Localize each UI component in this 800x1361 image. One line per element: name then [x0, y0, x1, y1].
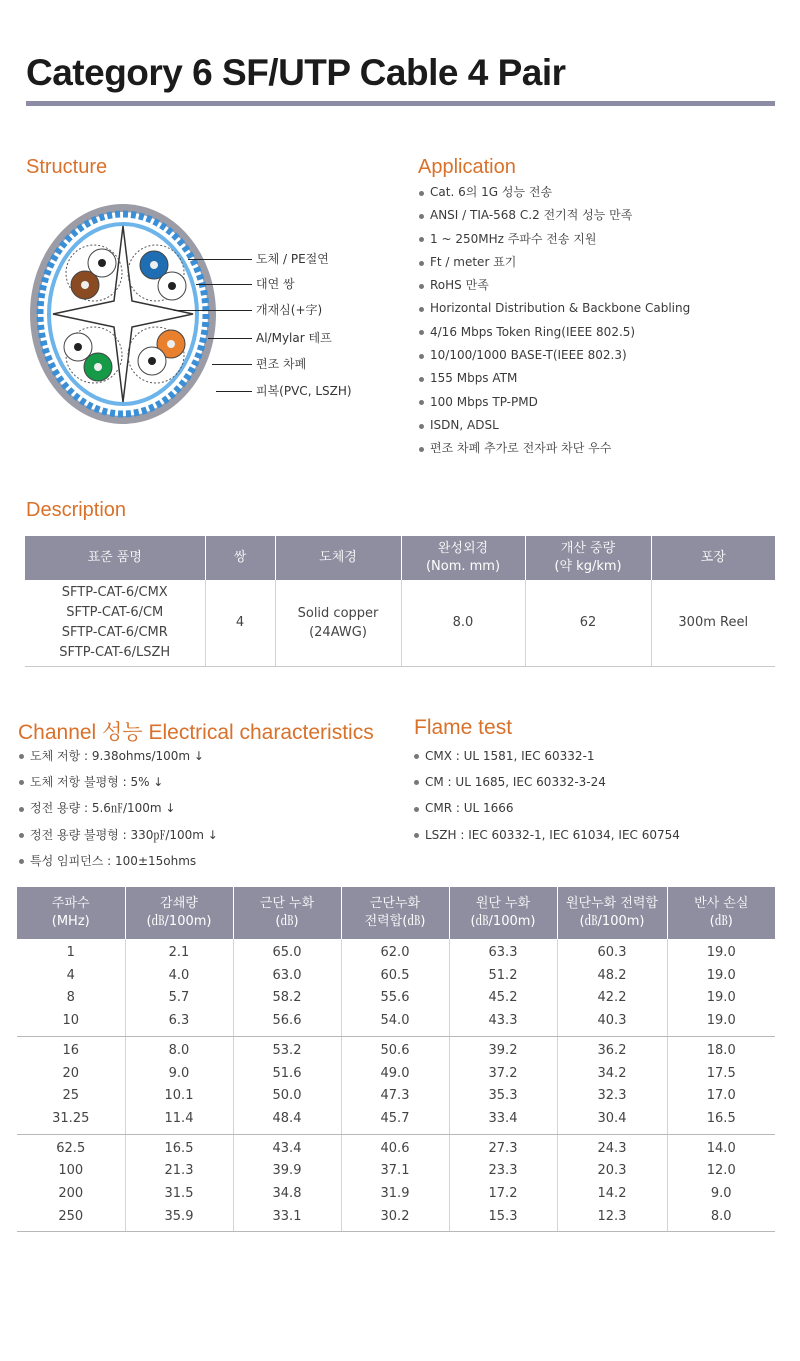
flame-item-text: CMR : UL 1666	[425, 801, 514, 816]
electrical-table	[17, 887, 775, 1232]
electrical-header-row	[17, 887, 775, 939]
application-item	[419, 391, 690, 414]
application-item	[419, 414, 690, 437]
application-item	[419, 297, 690, 320]
electrical-item	[19, 795, 218, 821]
application-item-text: ISDN, ADSL	[430, 417, 499, 432]
application-heading: Application	[418, 156, 516, 178]
bullet-icon	[414, 807, 419, 812]
table-cell: 16 20 25 31.25	[17, 1036, 125, 1134]
electrical-item-text: 정전 용량 불평형 : 330㎊/100m ↓	[30, 827, 218, 842]
application-item-text: RoHS 만족	[430, 278, 489, 293]
pair-tl-core-white	[98, 259, 106, 267]
cell-package: 300m Reel	[651, 580, 775, 666]
label-conductor: 도체 / PE절연	[256, 252, 329, 266]
flame-item	[414, 795, 680, 821]
table-cell: 24.3 20.3 14.2 12.3	[557, 1134, 667, 1232]
electrical-item-text: 도체 저항 : 9.38ohms/100m ↓	[30, 749, 204, 763]
electrical-item	[19, 822, 218, 848]
electrical-header-cell: 주파수 (MHz)	[17, 887, 125, 939]
pair-br-core-orange	[167, 340, 175, 348]
table-cell: 40.6 37.1 31.9 30.2	[341, 1134, 449, 1232]
electrical-item	[19, 769, 218, 795]
bullet-icon	[19, 754, 24, 759]
electrical-item-text: 정전 용량 : 5.6㎋/100m ↓	[30, 801, 176, 816]
description-row	[25, 580, 775, 666]
flame-item-text: CMX : UL 1581, IEC 60332-1	[425, 749, 595, 763]
electrical-list	[19, 743, 218, 874]
electrical-item	[19, 743, 218, 769]
pair-tr-core-white	[168, 282, 176, 290]
cell-weight: 62	[525, 580, 651, 666]
application-item-text: 100 Mbps TP-PMD	[430, 394, 538, 409]
bullet-icon	[419, 330, 424, 335]
electrical-item-text: 도체 저항 불평형 : 5% ↓	[30, 775, 164, 790]
header-conductor: 도체경	[275, 536, 401, 580]
flame-item	[414, 743, 680, 769]
table-cell: 43.4 39.9 34.8 33.1	[233, 1134, 341, 1232]
table-cell: 27.3 23.3 17.2 15.3	[449, 1134, 557, 1232]
table-cell: 36.2 34.2 32.3 30.4	[557, 1036, 667, 1134]
bullet-icon	[419, 447, 424, 452]
title-divider	[26, 101, 775, 106]
leader-line	[174, 310, 252, 311]
table-cell: 53.2 51.6 50.0 48.4	[233, 1036, 341, 1134]
header-pair: 쌍	[205, 536, 275, 580]
leader-line	[188, 259, 252, 260]
description-header-row	[25, 536, 775, 580]
table-cell: 19.0 19.0 19.0 19.0	[667, 939, 775, 1036]
table-row-group	[17, 1134, 775, 1232]
label-foil-tape: Al/Mylar 테프	[256, 331, 332, 345]
pair-br-core-white	[148, 357, 156, 365]
application-item	[419, 274, 690, 297]
application-item	[419, 251, 690, 274]
bullet-icon	[19, 780, 24, 785]
leader-line	[196, 284, 252, 285]
header-product-name: 표준 품명	[25, 536, 205, 580]
flame-item-text: CM : UL 1685, IEC 60332-3-24	[425, 775, 606, 790]
flame-item	[414, 822, 680, 848]
table-cell: 65.0 63.0 58.2 56.6	[233, 939, 341, 1036]
bullet-icon	[419, 284, 424, 289]
table-cell: 14.0 12.0 9.0 8.0	[667, 1134, 775, 1232]
application-item-text: 155 Mbps ATM	[430, 371, 518, 386]
flame-list	[414, 743, 680, 848]
label-twisted-pair: 대연 쌍	[256, 277, 295, 291]
label-cross-filler: 개재심(+字)	[256, 303, 323, 317]
application-item-text: 1 ~ 250MHz 주파수 전송 지원	[430, 231, 597, 246]
table-row-group	[17, 1036, 775, 1134]
table-cell: 8.0 9.0 10.1 11.4	[125, 1036, 233, 1134]
table-cell: 1 4 8 10	[17, 939, 125, 1036]
header-package: 포장	[651, 536, 775, 580]
bullet-icon	[414, 754, 419, 759]
cell-outer-diameter: 8.0	[401, 580, 525, 666]
bullet-icon	[19, 807, 24, 812]
application-item-text: Ft / meter 표기	[430, 254, 517, 269]
flame-item-text: LSZH : IEC 60332-1, IEC 61034, IEC 60754	[425, 827, 680, 842]
leader-line	[216, 391, 252, 392]
application-item-text: 10/100/1000 BASE-T(IEEE 802.3)	[430, 348, 627, 363]
electrical-header-cell: 반사 손실 (㏈)	[667, 887, 775, 939]
bullet-icon	[19, 859, 24, 864]
bullet-icon	[419, 400, 424, 405]
leader-line	[212, 364, 252, 365]
application-item	[419, 321, 690, 344]
bullet-icon	[419, 377, 424, 382]
application-item-text: 4/16 Mbps Token Ring(IEEE 802.5)	[430, 324, 636, 339]
structure-heading: Structure	[26, 156, 108, 178]
electrical-header-cell: 근단 누화 (㏈)	[233, 887, 341, 939]
pair-bl-core-green	[94, 363, 102, 371]
pair-bl-core-white	[74, 343, 82, 351]
bullet-icon	[419, 214, 424, 219]
cell-pair: 4	[205, 580, 275, 666]
cell-product-names: SFTP-CAT-6/CMX SFTP-CAT-6/CM SFTP-CAT-6/CMR SFTP-CAT-6/LSZH	[25, 580, 205, 666]
bullet-icon	[414, 833, 419, 838]
application-item	[419, 204, 690, 227]
application-item-text: 편조 차폐 추가로 전자파 차단 우수	[430, 441, 612, 456]
electrical-header-cell: 원단누화 전력합 (㏈/100m)	[557, 887, 667, 939]
label-jacket: 피복(PVC, LSZH)	[256, 384, 352, 398]
application-item	[419, 228, 690, 251]
application-list	[419, 181, 690, 461]
table-row-group	[17, 939, 775, 1036]
header-outer-diameter: 완성외경 (Nom. mm)	[401, 536, 525, 580]
table-cell: 60.3 48.2 42.2 40.3	[557, 939, 667, 1036]
application-item	[419, 344, 690, 367]
electrical-header-cell: 근단누화 전력합(㏈)	[341, 887, 449, 939]
electrical-header-cell: 원단 누화 (㏈/100m)	[449, 887, 557, 939]
page-title: Category 6 SF/UTP Cable 4 Pair	[26, 52, 566, 93]
description-table	[25, 536, 775, 667]
bullet-icon	[419, 424, 424, 429]
table-cell: 16.5 21.3 31.5 35.9	[125, 1134, 233, 1232]
electrical-header-cell: 감쇄량 (㏈/100m)	[125, 887, 233, 939]
application-item-text: ANSI / TIA-568 C.2 전기적 성능 만족	[430, 208, 633, 223]
electrical-item-text: 특성 임피던스 : 100±15ohms	[30, 853, 197, 868]
bullet-icon	[419, 354, 424, 359]
table-cell: 62.5 100 200 250	[17, 1134, 125, 1232]
bullet-icon	[414, 780, 419, 785]
table-cell: 2.1 4.0 5.7 6.3	[125, 939, 233, 1036]
table-cell: 62.0 60.5 55.6 54.0	[341, 939, 449, 1036]
bullet-icon	[419, 191, 424, 196]
electrical-heading: Channel 성능 Electrical characteristics	[18, 721, 374, 744]
bullet-icon	[419, 261, 424, 266]
table-cell: 18.0 17.5 17.0 16.5	[667, 1036, 775, 1134]
table-cell: 63.3 51.2 45.2 43.3	[449, 939, 557, 1036]
flame-heading: Flame test	[414, 716, 513, 739]
application-item-text: Horizontal Distribution & Backbone Cabling	[430, 301, 691, 316]
pair-tl-core-brown	[81, 281, 89, 289]
application-item	[419, 181, 690, 204]
application-item	[419, 367, 690, 390]
pair-tr-core-blue	[150, 261, 158, 269]
electrical-item	[19, 848, 218, 874]
leader-line	[208, 338, 252, 339]
table-cell: 50.6 49.0 47.3 45.7	[341, 1036, 449, 1134]
cell-conductor: Solid copper (24AWG)	[275, 580, 401, 666]
label-braid-shield: 편조 차폐	[256, 357, 307, 371]
application-item	[419, 437, 690, 460]
table-cell: 39.2 37.2 35.3 33.4	[449, 1036, 557, 1134]
flame-item	[414, 769, 680, 795]
application-item-text: Cat. 6의 1G 성능 전송	[430, 185, 553, 199]
bullet-icon	[19, 833, 24, 838]
bullet-icon	[419, 307, 424, 312]
header-weight: 개산 중량 (약 kg/km)	[525, 536, 651, 580]
bullet-icon	[419, 237, 424, 242]
cable-cross-section	[28, 203, 218, 425]
description-heading: Description	[26, 499, 127, 521]
